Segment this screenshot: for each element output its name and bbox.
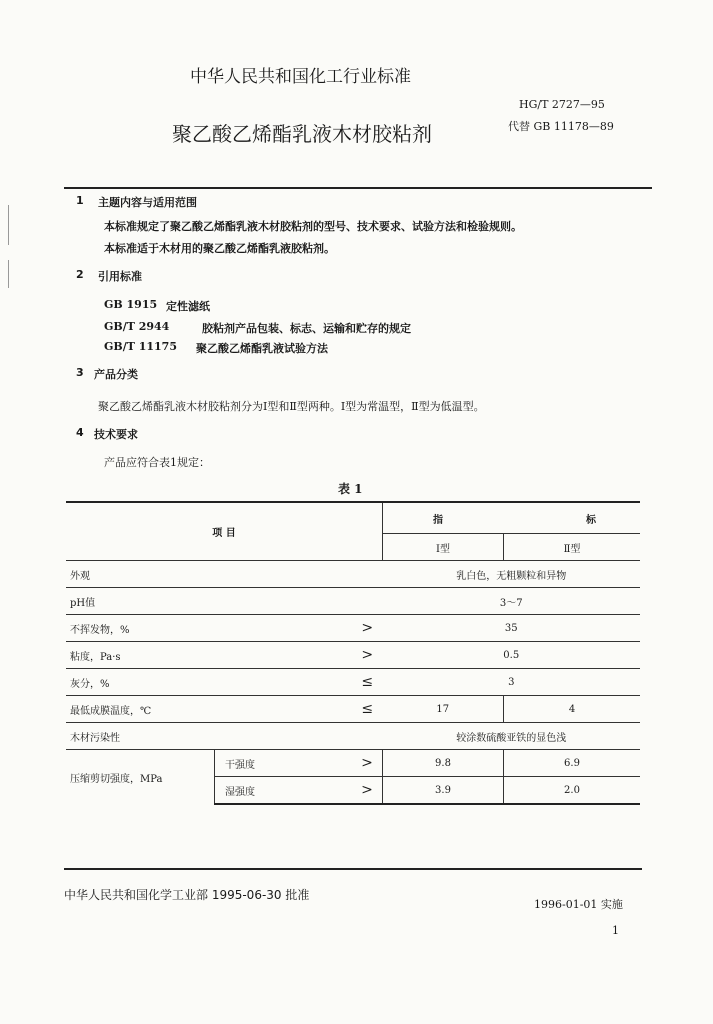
row-value-type2: 2.0 (504, 777, 641, 805)
approval-line: 中华人民共和国化学工业部 1995-06-30 批准 (64, 888, 310, 902)
standard-category: 中华人民共和国化工行业标准 (190, 67, 411, 87)
header-type1: Ⅰ型 (383, 534, 504, 561)
row-operator: ≤ (352, 696, 383, 723)
section-number: 3 (76, 366, 84, 379)
row-value: 3～7 (383, 588, 641, 615)
section-number: 1 (76, 194, 84, 207)
table-row (66, 615, 640, 642)
table-row (66, 669, 640, 696)
table-header-row (66, 502, 640, 534)
row-value: 较涂数硫酸亚铁的显色浅 (383, 723, 641, 750)
footer-rule (64, 868, 642, 870)
section-number: 4 (76, 426, 84, 439)
row-value-type1: 3.9 (383, 777, 504, 805)
header-type2: Ⅱ型 (504, 534, 641, 561)
row-operator: > (352, 750, 383, 777)
table-row (66, 750, 640, 777)
section-text: 聚乙酸乙烯酯乳液木材胶粘剂分为Ⅰ型和Ⅱ型两种。Ⅰ型为常温型，Ⅱ型为低温型。 (98, 400, 485, 413)
section-text: 本标准适于木材用的聚乙酸乙烯酯乳液胶粘剂。 (104, 242, 335, 255)
header-index-left: 指 (433, 514, 443, 526)
document-title: 聚乙酸乙烯酯乳液木材胶粘剂 (172, 122, 432, 146)
table-row (66, 561, 640, 588)
section-number: 2 (76, 268, 84, 281)
row-value-type2: 6.9 (504, 750, 641, 777)
spec-table (66, 501, 640, 805)
row-item: 灰分，% (66, 669, 352, 696)
table-row (66, 642, 640, 669)
reference-name: 胶粘剂产品包装、标志、运输和贮存的规定 (202, 322, 411, 335)
section-text: 本标准规定了聚乙酸乙烯酯乳液木材胶粘剂的型号、技术要求、试验方法和检验规则。 (104, 220, 522, 233)
reference-code: GB/T 2944 (104, 320, 170, 333)
section-title: 产品分类 (94, 368, 138, 381)
replaced-standard: 代替 GB 11178—89 (508, 120, 614, 133)
row-value-type1: 9.8 (383, 750, 504, 777)
row-operator: > (352, 642, 383, 669)
row-operator (352, 723, 383, 750)
row-item: 最低成膜温度，℃ (66, 696, 352, 723)
row-operator: > (352, 615, 383, 642)
reference-name: 定性滤纸 (166, 300, 210, 313)
row-value: 35 (383, 615, 641, 642)
table-row (66, 588, 640, 615)
page-number: 1 (612, 924, 619, 937)
scan-margin-mark (8, 260, 9, 288)
section-text: 产品应符合表1规定： (104, 456, 210, 469)
row-item: 不挥发物，% (66, 615, 352, 642)
row-item: 压缩剪切强度，MPa (66, 750, 215, 805)
section-title: 引用标准 (98, 270, 142, 283)
table-row (66, 723, 640, 750)
row-item: pH值 (66, 588, 352, 615)
row-value: 乳白色，无粗颗粒和异物 (383, 561, 641, 588)
header-index (383, 502, 641, 534)
row-subitem: 湿强度 (215, 777, 353, 805)
scan-margin-mark (8, 205, 9, 245)
row-value: 3 (383, 669, 641, 696)
row-value: 0.5 (383, 642, 641, 669)
row-item: 粘度，Pa·s (66, 642, 352, 669)
row-operator (352, 561, 383, 588)
header-index-right: 标 (586, 514, 596, 526)
reference-code: GB/T 11175 (104, 340, 177, 353)
row-subitem: 干强度 (215, 750, 353, 777)
table-caption: 表 1 (338, 482, 363, 496)
row-item: 外观 (66, 561, 352, 588)
row-item: 木材污染性 (66, 723, 352, 750)
row-value-type2: 4 (504, 696, 641, 723)
reference-code: GB 1915 (104, 298, 158, 311)
row-operator (352, 588, 383, 615)
section-title: 技术要求 (94, 428, 138, 441)
standard-code: HG/T 2727—95 (519, 98, 605, 111)
table-row (66, 696, 640, 723)
section-title: 主题内容与适用范围 (98, 196, 197, 209)
row-value-type1: 17 (383, 696, 504, 723)
header-item: 项 目 (66, 502, 383, 561)
effective-date: 1996-01-01 实施 (534, 898, 623, 911)
row-operator: ≤ (352, 669, 383, 696)
row-operator: > (352, 777, 383, 805)
header-rule (64, 187, 652, 189)
reference-name: 聚乙酸乙烯酯乳液试验方法 (196, 342, 328, 355)
